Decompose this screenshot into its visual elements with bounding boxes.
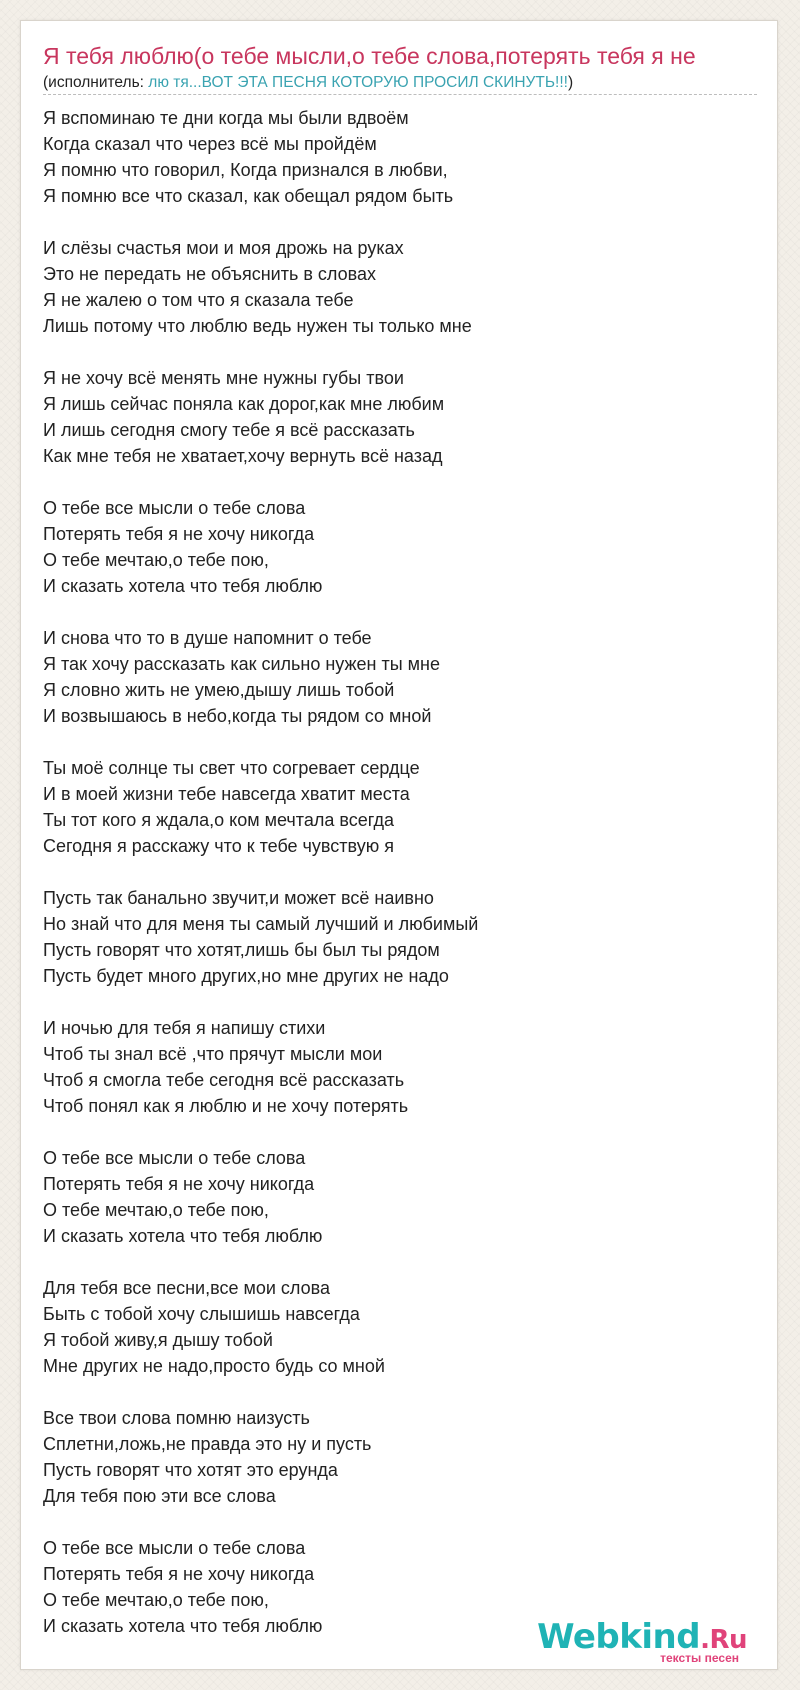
performer-suffix: ) [567,74,574,91]
lyric-line: И сказать хотела что тебя люблю [43,1226,323,1246]
performer-prefix: (исполнитель: [43,74,149,91]
lyric-line: Я так хочу рассказать как сильно нужен ты мне [43,654,441,674]
stanza [43,365,763,469]
stanza [43,1145,763,1249]
lyric-line: Как мне тебя не хватает,хочу вернуть всё назад [43,446,443,466]
logo-tagline: тексты песен [660,1651,739,1665]
lyric-line: О тебе все мысли о тебе слова [43,498,306,518]
lyric-line: Это не передать не объяснить в словах [43,264,377,284]
site-logo[interactable] [537,1617,747,1667]
divider [43,94,757,95]
lyric-line: Но знай что для меня ты самый лучший и любимый [43,914,479,934]
lyric-line: О тебе мечтаю,о тебе пою, [43,1200,269,1220]
lyric-line: Мне других не надо,просто будь со мной [43,1356,385,1376]
performer-link[interactable]: лю тя...ВОТ ЭТА ПЕСНЯ КОТОРУЮ ПРОСИЛ СКИНУТЬ!!! [148,74,568,91]
stanza [43,755,763,859]
lyric-line: Я помню все что сказал, как обещал рядом быть [43,186,454,206]
lyric-line: И возвышаюсь в небо,когда ты рядом со мной [43,706,432,726]
lyric-line: Лишь потому что люблю ведь нужен ты только мне [43,316,472,336]
lyric-line: Я тобой живу,я дышу тобой [43,1330,273,1350]
lyrics-card [20,20,778,1670]
lyric-line: Потерять тебя я не хочу никогда [43,1564,315,1584]
lyric-line: Пусть говорят что хотят,лишь бы был ты рядом [43,940,440,960]
lyric-line: Пусть так банально звучит,и может всё наивно [43,888,434,908]
stanza [43,495,763,599]
lyric-line: Чтоб ты знал всё ,что прячут мысли мои [43,1044,383,1064]
lyric-line: Ты моё солнце ты свет что согревает сердце [43,758,420,778]
lyric-line: Для тебя все песни,все мои слова [43,1278,330,1298]
logo-tld: .Ru [700,1625,747,1655]
lyric-line: Я вспоминаю те дни когда мы были вдвоём [43,108,409,128]
stanza [43,105,763,209]
lyric-line: Когда сказал что через всё мы пройдём [43,134,377,154]
lyric-line: Чтоб понял как я люблю и не хочу потерять [43,1096,409,1116]
lyric-line: И сказать хотела что тебя люблю [43,1616,323,1636]
performer-line [43,73,763,93]
lyric-line: Я помню что говорил, Когда признался в любви, [43,160,448,180]
stanza [43,885,763,989]
page-title: Я тебя люблю(о тебе мысли,о тебе слова,потерять тебя я не [43,43,696,69]
lyric-line: И лишь сегодня смогу тебе я всё рассказать [43,420,415,440]
lyric-line: И снова что то в душе напомнит о тебе [43,628,372,648]
lyric-line: И ночью для тебя я напишу стихи [43,1018,326,1038]
lyric-line: Сплетни,ложь,не правда это ну и пусть [43,1434,372,1454]
lyric-line: Я не хочу всё менять мне нужны губы твои [43,368,404,388]
lyric-line: И сказать хотела что тебя люблю [43,576,323,596]
stanza [43,1015,763,1119]
lyric-line: О тебе мечтаю,о тебе пою, [43,1590,269,1610]
lyric-line: Чтоб я смогла тебе сегодня всё рассказать [43,1070,405,1090]
lyric-line: О тебе мечтаю,о тебе пою, [43,550,269,570]
lyric-line: Сегодня я расскажу что к тебе чувствую я [43,836,394,856]
lyric-line: Я словно жить не умею,дышу лишь тобой [43,680,395,700]
lyric-line: Для тебя пою эти все слова [43,1486,276,1506]
lyric-line: Все твои слова помню наизусть [43,1408,310,1428]
lyric-line: О тебе все мысли о тебе слова [43,1538,306,1558]
logo-name: Webkind [537,1617,701,1657]
stanza [43,1405,763,1509]
stanza [43,625,763,729]
lyric-line: И в моей жизни тебе навсегда хватит места [43,784,410,804]
stanza [43,1275,763,1379]
stanza [43,235,763,339]
lyrics-body [43,105,763,1665]
lyric-line: Потерять тебя я не хочу никогда [43,1174,315,1194]
lyric-line: О тебе все мысли о тебе слова [43,1148,306,1168]
lyric-line: Я лишь сейчас поняла как дорог,как мне любим [43,394,445,414]
lyric-line: Ты тот кого я ждала,о ком мечтала всегда [43,810,394,830]
lyric-line: Пусть будет много других,но мне других не надо [43,966,449,986]
lyric-line: И слёзы счастья мои и моя дрожь на руках [43,238,404,258]
lyric-line: Быть с тобой хочу слышишь навсегда [43,1304,360,1324]
lyric-line: Потерять тебя я не хочу никогда [43,524,315,544]
lyric-line: Пусть говорят что хотят это ерунда [43,1460,338,1480]
lyric-line: Я не жалею о том что я сказала тебе [43,290,354,310]
